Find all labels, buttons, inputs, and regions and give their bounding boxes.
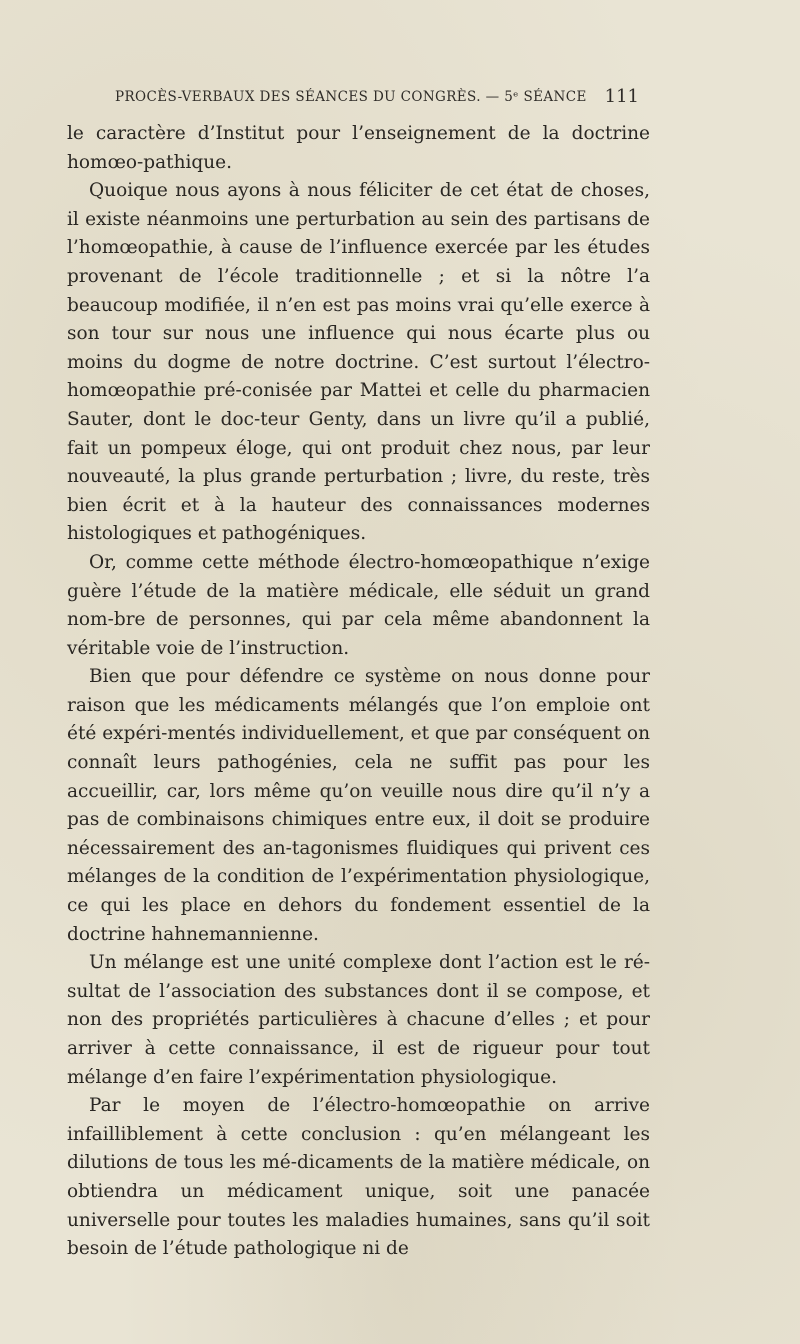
paragraph: Un mélange est une unité complexe dont l’action est le ré-sultat de l’association des substances dont il se compose, et non des propriétés particulières à chacune d’elles ; et pour arriver à cette connaissance, il est de rigueur pour tout mélange d’en faire l’expérimentation physiologique. xyxy=(67,952,650,1088)
page-number: 111 xyxy=(604,86,639,107)
running-title: PROCÈS-VERBAUX DES SÉANCES DU CONGRÈS. — 5ᵉ SÉANCE xyxy=(115,89,587,105)
paragraph: Par le moyen de l’électro-homœopathie on arrive infailliblement à cette conclusion : qu’en mélangeant les dilutions de tous les mé-dicaments de la matière médicale, on obtiendra un médicament unique, soit une panacée universelle pour toutes les maladies humaines, sans qu’il soit besoin de l’étude pathologique ni de xyxy=(67,1095,650,1260)
running-head xyxy=(115,86,645,109)
paragraph: Quoique nous ayons à nous féliciter de cet état de choses, il existe néanmoins une perturbation au sein des partisans de l’homœopathie, à cause de l’influence exercée par les études provenant de l’école traditionnelle ; et si la nôtre l’a beaucoup modifiée, il n’en est pas moins vrai qu’elle exerce à son tour sur nous une influence qui nous écarte plus ou moins du dogme de notre doctrine. C’est surtout l’électro-homœopathie pré-conisée par Mattei et celle du pharmacien Sauter, dont le doc-teur Genty, dans un livre qu’il a publié, fait un pompeux éloge, qui ont produit chez nous, par leur nouveauté, la plus grande perturbation ; livre, du reste, très bien écrit et à la hauteur des connaissances modernes histologiques et pathogéniques. xyxy=(67,180,650,545)
paragraph: Bien que pour défendre ce système on nous donne pour raison que les médicaments mélangés que l’on emploie ont été expéri-mentés individuellement, et que par conséquent on connaît leurs pathogénies, cela ne suffit pas pour les accueillir, car, lors même qu’on veuille nous dire qu’il n’y a pas de combinaisons chimiques entre eux, il doit se produire nécessairement des an-tagonismes fluidiques qui privent ces mélanges de la condition de l’expérimentation physiologique, ce qui les place en dehors du fondement essentiel de la doctrine hahnemannienne. xyxy=(67,666,650,945)
paragraph: Or, comme cette méthode électro-homœopathique n’exige guère l’étude de la matière médicale, elle séduit un grand nom-bre de personnes, qui par cela même abandonnent la véritable voie de l’instruction. xyxy=(67,551,650,659)
body-text xyxy=(67,120,650,1264)
paragraph-continuation: le caractère d’Institut pour l’enseignement de la doctrine homœo-pathique. xyxy=(67,123,650,173)
